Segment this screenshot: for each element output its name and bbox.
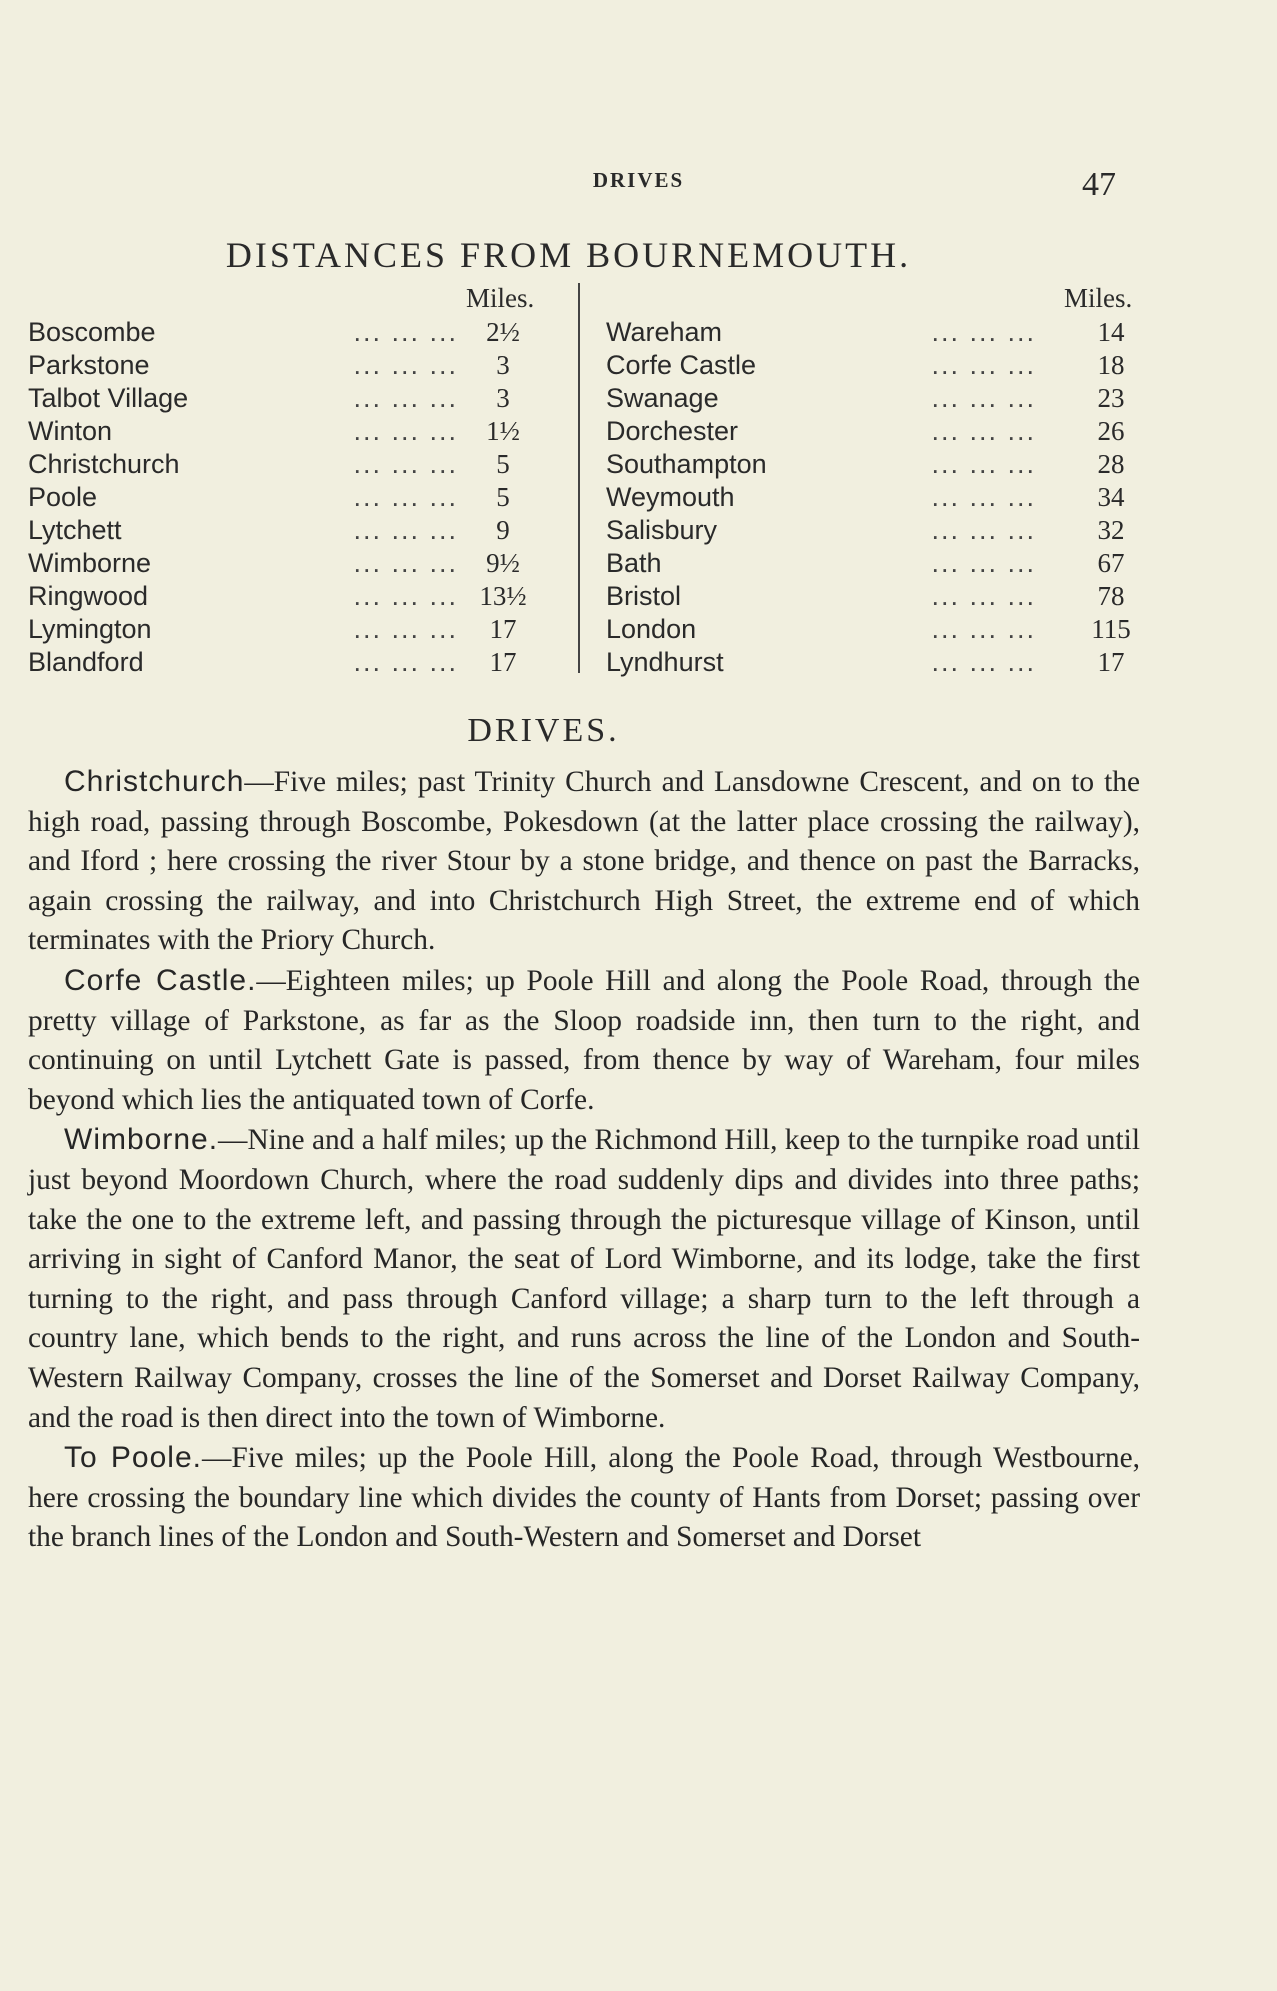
place-name: Dorchester xyxy=(606,416,746,447)
place-name: Weymouth xyxy=(606,482,743,513)
miles-value: 3 xyxy=(496,383,510,413)
distance-row xyxy=(28,548,576,581)
miles-value: 28 xyxy=(1097,449,1125,479)
distance-row xyxy=(28,416,576,449)
drives-section xyxy=(28,762,1140,1558)
miles-header: Miles. xyxy=(1064,283,1133,313)
drive-name: To Poole. xyxy=(64,1441,202,1475)
place-name: Poole xyxy=(28,482,105,513)
drive-paragraph xyxy=(28,1120,1140,1438)
distance-row xyxy=(606,317,1166,350)
miles-value: 5 xyxy=(496,482,510,512)
place-name: Salisbury xyxy=(606,515,725,546)
miles-value: 17 xyxy=(489,614,517,644)
leader-dots: ... ... ... xyxy=(353,350,458,380)
drive-name: Christchurch xyxy=(64,765,245,798)
leader-dots: ... ... ... xyxy=(353,317,458,347)
distance-row xyxy=(28,317,576,350)
miles-value: 13½ xyxy=(479,581,527,611)
place-name: Blandford xyxy=(28,647,152,678)
miles-value: 3 xyxy=(496,350,510,380)
leader-dots: ... ... ... xyxy=(931,581,1036,611)
leader-dots: ... ... ... xyxy=(931,383,1036,413)
distances-heading: DISTANCES FROM BOURNEMOUTH. xyxy=(225,235,912,275)
leader-dots: ... ... ... xyxy=(931,317,1036,347)
place-name: Christchurch xyxy=(28,449,188,480)
leader-dots: ... ... ... xyxy=(353,647,458,677)
miles-value: 78 xyxy=(1097,581,1125,611)
miles-value: 67 xyxy=(1097,548,1125,578)
miles-value: 26 xyxy=(1097,416,1125,446)
miles-value: 1½ xyxy=(486,416,520,446)
distance-row xyxy=(28,581,576,614)
drive-name: Corfe Castle. xyxy=(64,963,257,997)
distance-row xyxy=(606,614,1166,647)
miles-header: Miles. xyxy=(466,283,535,313)
distances-table xyxy=(28,283,1133,685)
distance-row xyxy=(606,383,1166,416)
distances-column-left xyxy=(28,283,576,685)
place-name: London xyxy=(606,614,704,645)
drive-name: Wimborne. xyxy=(64,1123,219,1157)
leader-dots: ... ... ... xyxy=(931,449,1036,479)
distance-row xyxy=(606,416,1166,449)
miles-value: 9 xyxy=(496,515,510,545)
place-name: Winton xyxy=(28,416,120,447)
place-name: Talbot Village xyxy=(28,383,196,414)
distance-row xyxy=(606,647,1166,680)
leader-dots: ... ... ... xyxy=(353,482,458,512)
drive-paragraph xyxy=(28,762,1140,961)
drive-text: —Nine and a half miles; up the Richmond Hill, keep to the turnpike road until just beyond Moordown Church, where the road suddenly dips and divides into three paths; take the one to the extreme left, and passing through the picturesque village of Kinson, until arriving in sight of Canford Manor, the seat of Lord Wimborne, and its lodge, take the first turning to the right, and pass through Canford village; a sharp turn to the left through a country lane, which bends to the right, and runs across the line of the London and South-Western Railway Company, crosses the line of the Somerset and Dorset Railway Company, and the road is then direct into the town of Wimborne. xyxy=(28,1124,1140,1434)
place-name: Swanage xyxy=(606,383,727,414)
distance-row xyxy=(28,482,576,515)
miles-value: 34 xyxy=(1097,482,1125,512)
place-name: Boscombe xyxy=(28,317,164,348)
leader-dots: ... ... ... xyxy=(931,647,1036,677)
place-name: Corfe Castle xyxy=(606,350,764,381)
miles-value: 32 xyxy=(1097,515,1125,545)
miles-value: 2½ xyxy=(486,317,520,347)
distance-row xyxy=(606,449,1166,482)
leader-dots: ... ... ... xyxy=(353,383,458,413)
distance-row xyxy=(606,482,1166,515)
distance-row xyxy=(28,350,576,383)
leader-dots: ... ... ... xyxy=(353,581,458,611)
leader-dots: ... ... ... xyxy=(931,350,1036,380)
drive-text: —Eighteen miles; up Poole Hill and along the Poole Road, through the pretty village of Parkstone, as far as the Sloop roadside inn, then turn to the right, and continuing on until Lytchett Gate is passed, from thence by way of Wareham, four miles beyond which lies the antiquated town of Corfe. xyxy=(28,964,1140,1116)
leader-dots: ... ... ... xyxy=(353,416,458,446)
place-name: Wimborne xyxy=(28,548,159,579)
miles-value: 23 xyxy=(1097,383,1125,413)
drive-text: —Five miles; up the Poole Hill, along the Poole Road, through Westbourne, here crossing the boundary line which divides the county of Hants from Dorset; passing over the branch lines of the London and South-Western and Somerset and Dorset xyxy=(28,1442,1140,1554)
place-name: Ringwood xyxy=(28,581,156,612)
place-name: Parkstone xyxy=(28,350,158,381)
miles-value: 5 xyxy=(496,449,510,479)
place-name: Lyndhurst xyxy=(606,647,732,678)
leader-dots: ... ... ... xyxy=(353,449,458,479)
place-name: Bath xyxy=(606,548,670,579)
distance-row xyxy=(606,515,1166,548)
distance-row xyxy=(606,548,1166,581)
miles-value: 18 xyxy=(1097,350,1125,380)
distance-row xyxy=(28,515,576,548)
leader-dots: ... ... ... xyxy=(353,515,458,545)
distance-row xyxy=(28,647,576,680)
place-name: Lytchett xyxy=(28,515,130,546)
leader-dots: ... ... ... xyxy=(931,416,1036,446)
miles-value: 14 xyxy=(1097,317,1125,347)
place-name: Bristol xyxy=(606,581,689,612)
leader-dots: ... ... ... xyxy=(931,548,1036,578)
place-name: Wareham xyxy=(606,317,730,348)
place-name: Lymington xyxy=(28,614,160,645)
miles-value: 115 xyxy=(1091,614,1131,644)
distance-row xyxy=(28,383,576,416)
miles-value: 17 xyxy=(1097,647,1125,677)
page-number: 47 xyxy=(1082,166,1116,203)
leader-dots: ... ... ... xyxy=(931,515,1036,545)
distance-row xyxy=(606,581,1166,614)
leader-dots: ... ... ... xyxy=(931,482,1036,512)
place-name: Southampton xyxy=(606,449,775,480)
miles-value: 9½ xyxy=(486,548,520,578)
drives-heading: DRIVES. xyxy=(467,712,620,749)
distance-row xyxy=(28,449,576,482)
drive-paragraph xyxy=(28,1438,1140,1558)
drive-paragraph xyxy=(28,961,1140,1120)
miles-value: 17 xyxy=(489,647,517,677)
leader-dots: ... ... ... xyxy=(931,614,1036,644)
distance-row xyxy=(28,614,576,647)
leader-dots: ... ... ... xyxy=(353,614,458,644)
drive-text: —Five miles; past Trinity Church and Lansdowne Crescent, and on to the high road, passing through Boscombe, Pokesdown (at the latter place crossing the railway), and Iford ; here crossing the river Stour by a stone bridge, and thence on past the Barracks, again crossing the railway, and into Christchurch High Street, the extreme end of which terminates with the Priory Church. xyxy=(28,766,1140,957)
distances-column-right xyxy=(606,283,1166,685)
running-head: DRIVES xyxy=(592,168,685,192)
column-divider xyxy=(578,283,580,673)
leader-dots: ... ... ... xyxy=(353,548,458,578)
distance-row xyxy=(606,350,1166,383)
